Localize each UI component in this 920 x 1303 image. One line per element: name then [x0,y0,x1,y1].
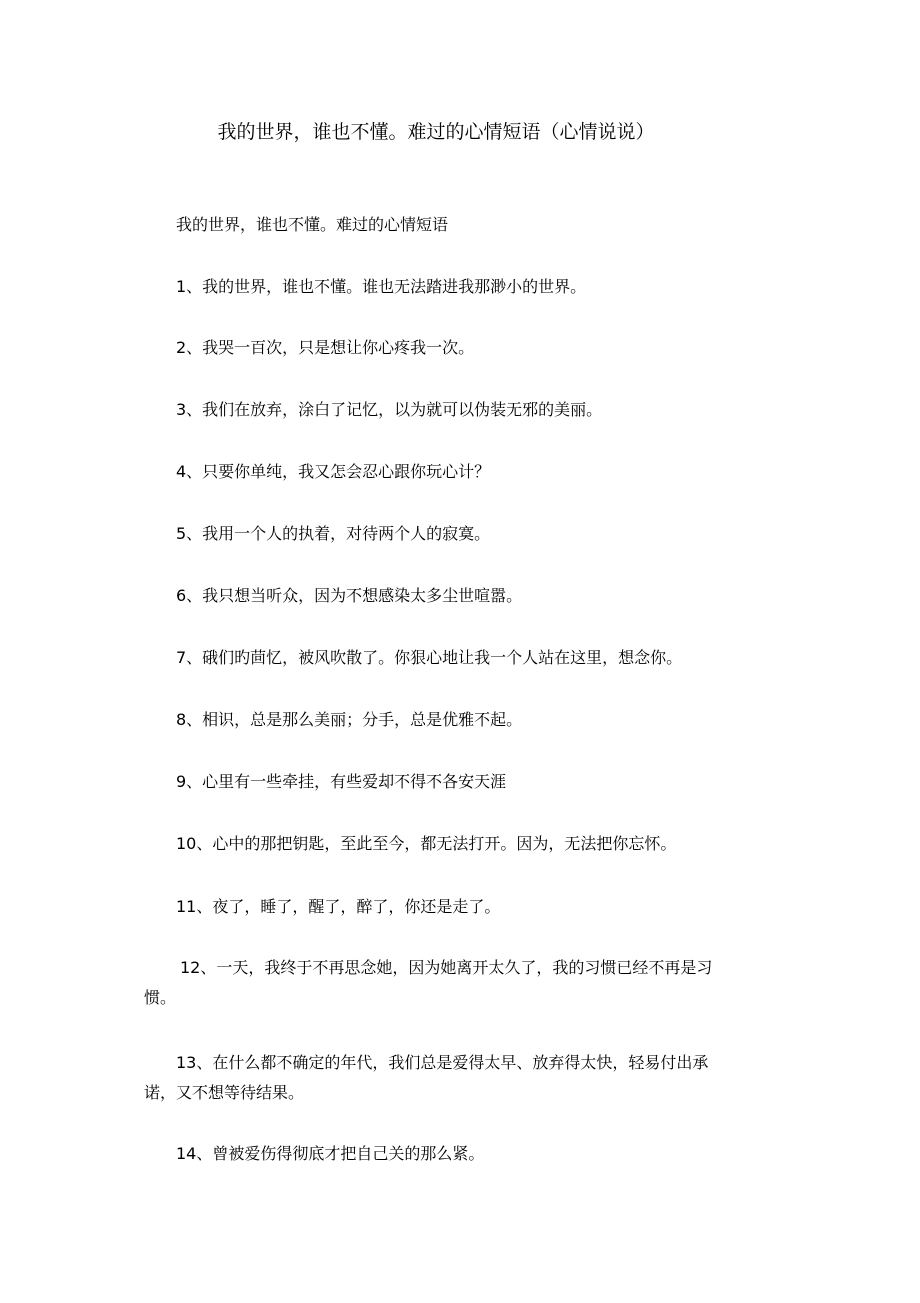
list-item: 8、相识，总是那么美丽；分手，总是优雅不起。 [176,710,523,729]
document-title: 我的世界，谁也不懂。难过的心情短语（心情说说） [217,121,655,143]
list-item: 9、心里有一些牵挂，有些爱却不得不各安天涯 [176,772,507,791]
list-item: 5、我用一个人的执着，对待两个人的寂寞。 [176,524,491,543]
list-item: 13、在什么都不确定的年代，我们总是爱得太早、放弃得太快，轻易付出承诺，又不想等待结果。 [144,1053,709,1102]
list-item: 2、我哭一百次，只是想让你心疼我一次。 [176,338,475,357]
list-item: 1、我的世界，谁也不懂。谁也无法踏进我那渺小的世界。 [176,277,587,296]
document-subtitle: 我的世界，谁也不懂。难过的心情短语 [176,215,449,234]
list-item: 14、曾被爱伤得彻底才把自己关的那么紧。 [176,1144,485,1163]
list-item: 11、夜了，睡了，醒了，醉了，你还是走了。 [176,897,501,916]
list-item: 6、我只想当听众，因为不想感染太多尘世喧嚣。 [176,586,523,605]
list-item: 4、只要你单纯，我又怎会忍心跟你玩心计？ [176,462,491,481]
list-item: 10、心中的那把钥匙，至此至今，都无法打开。因为，无法把你忘怀。 [176,834,677,853]
list-item: 12、一天，我终于不再思念她，因为她离开太久了，我的习惯已经不再是习惯。 [144,958,713,1007]
list-item: 7、硪们旳茴忆，被风吹散了。你狠心地让我一个人站在这里，想念你。 [176,648,683,667]
list-item: 3、我们在放弃，涂白了记忆，以为就可以伪装无邪的美丽。 [176,400,603,419]
